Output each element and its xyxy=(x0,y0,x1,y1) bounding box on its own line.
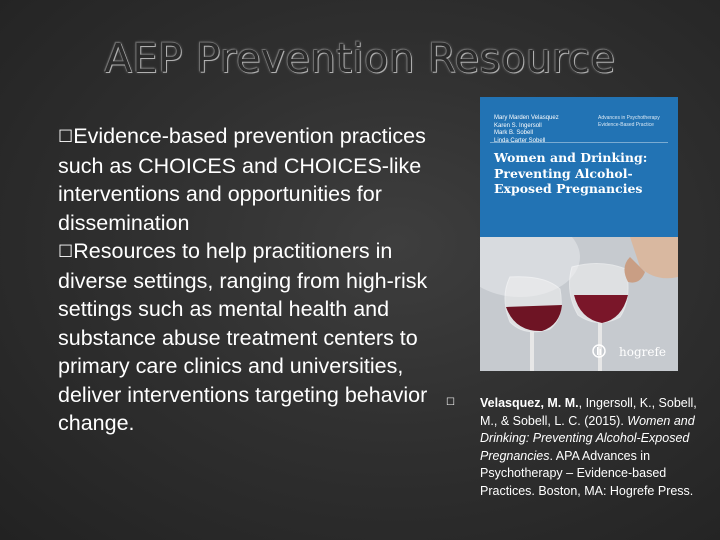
cover-series-line: Evidence-Based Practice xyxy=(598,121,654,128)
cover-series-line: Advances in Psychotherapy xyxy=(598,115,660,121)
cover-title-line: Exposed Pregnancies xyxy=(494,181,643,196)
cover-title xyxy=(494,150,674,197)
bullet-icon: ☐ xyxy=(58,127,74,147)
cover-author: Linda Carter Sobell xyxy=(494,137,546,144)
cover-authors xyxy=(494,115,559,145)
bullet-text-2: Resources to help practitioners in diverse settings, ranging from high-risk settings such as mental health and substance abuse treatment centers to primary care clinics and universities, deliver interventions targeting behavior change. xyxy=(58,239,428,435)
cover-series xyxy=(598,115,660,128)
reference-bullet-icon: ☐ xyxy=(446,397,455,408)
reference-book-title: Women and Drinking: Preventing Alcohol-Exposed Pregnancies xyxy=(480,413,695,463)
cover-author: Mary Marden Velasquez xyxy=(494,115,559,121)
hogrefe-logo-icon xyxy=(592,344,606,358)
cover-divider xyxy=(490,142,668,143)
book-cover-image xyxy=(480,97,678,371)
reference-citation xyxy=(480,395,712,500)
bullet-icon: ☐ xyxy=(58,242,74,262)
cover-author: Mark B. Sobell xyxy=(494,130,534,136)
cover-title-line: Women and Drinking: xyxy=(494,150,648,165)
bullet-text-1: Evidence-based prevention practices such as CHOICES and CHOICES-like interventions and opportunities for dissemination xyxy=(58,124,426,235)
slide-title: AEP Prevention Resource xyxy=(104,36,616,82)
cover-publisher: hogrefe xyxy=(618,345,666,359)
reference-other-authors: , Ingersoll, K., Sobell, M., & Sobell, L. C. (2015). xyxy=(480,396,697,428)
body-text xyxy=(58,122,430,438)
cover-author: Karen S. Ingersoll xyxy=(494,122,542,129)
cover-title-line: Preventing Alcohol- xyxy=(494,165,633,181)
reference-first-author: Velasquez, M. M. xyxy=(480,396,579,410)
reference-details: . APA Advances in Psychotherapy – Evidence-based Practices. Boston, MA: Hogrefe Press. xyxy=(480,448,694,498)
